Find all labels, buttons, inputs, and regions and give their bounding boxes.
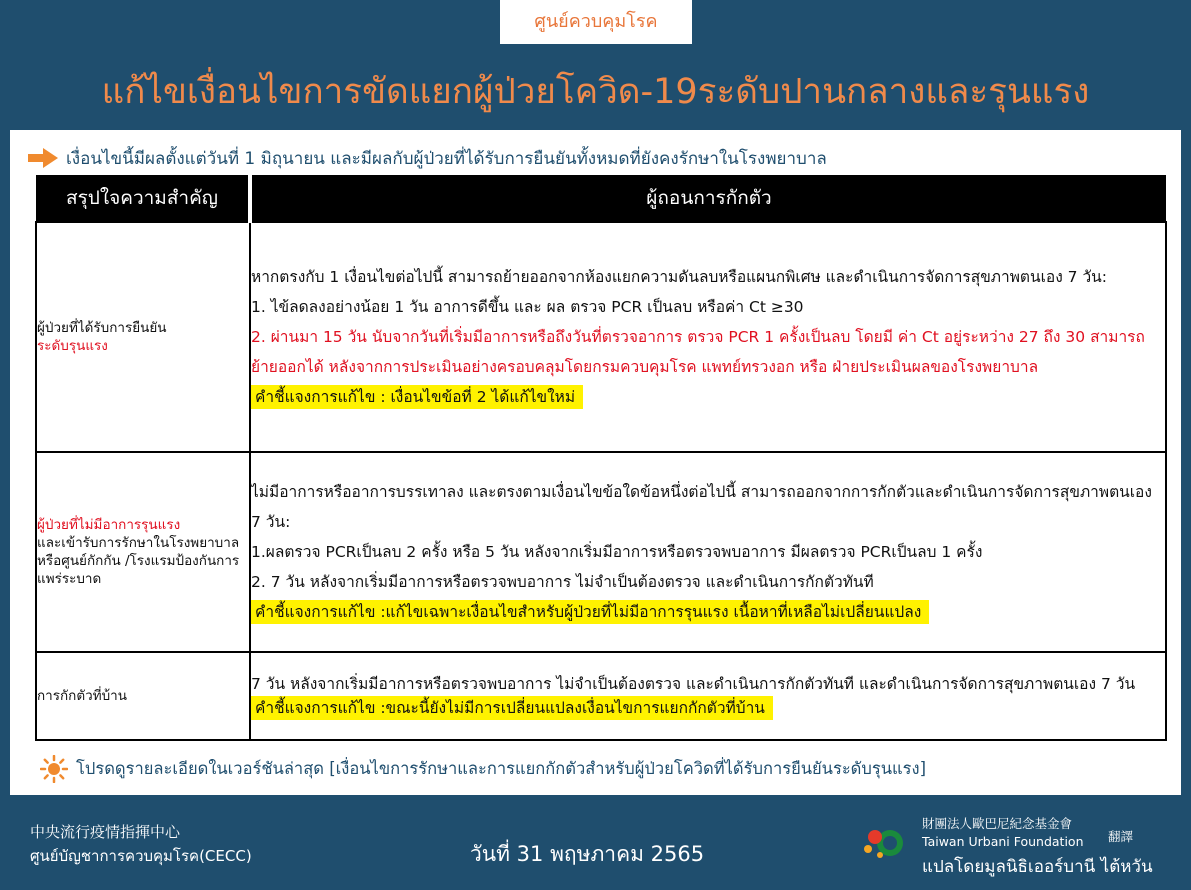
detail-cell: [250, 222, 1166, 452]
notice-text: เงื่อนไขนี้มีผลตั้งแต่วันที่ 1 มิถุนายน และมีผลกับผู้ป่วยที่ได้รับการยืนยันทั้งหมดที่ยังคงรักษาในโรงพยาบาล: [66, 148, 827, 169]
summary-text: และเข้ารับการรักษาในโรงพยาบาลหรือศูนย์กักกัน /โรงแรมป้องกันการแพร่ระบาด: [37, 535, 240, 587]
latest-version-note: [40, 755, 926, 783]
page-title: แก้ไขเงื่อนไขการขัดแยกผู้ป่วยโควิด-19ระดับปานกลางและรุนแรง: [101, 72, 1090, 112]
foundation-name-zh: 財團法人歐巴尼紀念基金會: [922, 816, 1073, 831]
summary-severity: ระดับรุนแรง: [37, 338, 108, 354]
summary-cell: [36, 222, 250, 452]
footer-translator: [860, 815, 1185, 885]
translated-label: 翻譯: [1108, 829, 1134, 844]
revision-note: คำชี้แจงการแก้ไข :ขณะนี้ยังไม่มีการเปลี่ยนแปลงเงื่อนไขการแยกกักตัวที่บ้าน: [251, 696, 773, 720]
table-row: [36, 652, 1166, 740]
arrow-right-icon: [28, 148, 58, 168]
detail-intro: หากตรงกับ 1 เงื่อนไขต่อไปนี้ สามารถย้ายออกจากห้องแยกความดันลบหรือแผนกพิเศษ และดำเนินการจัดการสุขภาพตนเอง 7 วัน:: [251, 268, 1107, 286]
table-row: [36, 222, 1166, 452]
foundation-name: [922, 815, 1084, 851]
detail-item: 2. 7 วัน หลังจากเริ่มมีอาการหรือตรวจพบอาการ ไม่จำเป็นต้องตรวจ และดำเนินการกักตัวทันที: [251, 573, 874, 591]
revision-note: คำชี้แจงการแก้ไข : เงื่อนไขข้อที่ 2 ได้แก้ไขใหม่: [251, 385, 583, 409]
detail-item: 1. ไข้ลดลงอย่างน้อย 1 วัน อาการดีขึ้น และ ผล ตรวจ PCR เป็นลบ หรือค่า Ct ≥30: [251, 298, 804, 316]
latest-version-text: โปรดดูรายละเอียดในเวอร์ชันล่าสุด [เงื่อนไขการรักษาและการแยกกักตัวสำหรับผู้ป่วยโควิดที่ได้รับการยืนยันระดับรุนแรง]: [76, 759, 927, 778]
detail-intro: 7 วัน หลังจากเริ่มมีอาการหรือตรวจพบอาการ ไม่จำเป็นต้องตรวจ และดำเนินการกักตัวทันที และดำเนินการจัดการสุขภาพตนเอง 7 วัน: [251, 675, 1136, 693]
table-row: [36, 452, 1166, 652]
summary-text: ผู้ป่วยที่ได้รับการยืนยัน: [37, 320, 167, 336]
conditions-table: [35, 175, 1167, 741]
cecc-name-zh: 中央流行疫情指揮中心: [30, 823, 181, 841]
sun-icon: [40, 755, 68, 783]
column-header-release: ผู้ถอนการกักตัว: [250, 175, 1166, 222]
detail-item: 1.ผลตรวจ PCRเป็นลบ 2 ครั้ง หรือ 5 วัน หลังจากเริ่มมีอาการหรือตรวจพบอาการ มีผลตรวจ PCRเป็นลบ 1 ครั้ง: [251, 543, 983, 561]
cecc-name-th: ศูนย์บัญชาการควบคุมโรค(CECC): [30, 847, 252, 865]
effective-notice: [28, 144, 827, 172]
table-header-row: [36, 175, 1166, 222]
revision-note: คำชี้แจงการแก้ไข :แก้ไขเฉพาะเงื่อนไขสำหรับผู้ป่วยที่ไม่มีอาการรุนแรง เนื้อหาที่เหลือไม่เปลี่ยนแปลง: [251, 600, 929, 624]
foundation-name-en: Taiwan Urbani Foundation: [922, 834, 1084, 849]
detail-item-revised: 2. ผ่านมา 15 วัน นับจากวันที่เริ่มมีอาการหรือถึงวันที่ตรวจอาการ ตรวจ PCR 1 ครั้งเป็นลบ โดยมี ค่า Ct อยู่ระหว่าง 27 ถึง 30 สามารถย้ายออกได้ หลังจากการประเมินอย่างครอบคลุมโดยกรมควบคุมโรค แพทย์ทรวงอก หรือ ฝ่ายประเมินผลของโรงพยาบาล: [251, 328, 1145, 376]
column-header-summary: สรุปใจความสำคัญ: [36, 175, 250, 222]
summary-cell: [36, 452, 250, 652]
detail-cell: [250, 652, 1166, 740]
detail-intro: ไม่มีอาการหรืออาการบรรเทาลง และตรงตามเงื่อนไขข้อใดข้อหนึ่งต่อไปนี้ สามารถออกจากการกักตัวและดำเนินการจัดการสุขภาพตนเอง 7 วัน:: [251, 483, 1152, 531]
foundation-name-th: แปลโดยมูลนิธิเออร์บานี ไต้หวัน: [922, 857, 1153, 877]
header-badge: ศูนย์ควบคุมโรค: [500, 0, 692, 44]
foundation-logo-icon: [860, 821, 912, 861]
detail-cell: [250, 452, 1166, 652]
summary-severity: ผู้ป่วยที่ไม่มีอาการรุนแรง: [37, 517, 181, 533]
footer-cecc: [30, 820, 252, 868]
footer-date: วันที่ 31 พฤษภาคม 2565: [470, 842, 705, 866]
summary-text: การกักตัวที่บ้าน: [37, 688, 127, 704]
summary-cell: [36, 652, 250, 740]
